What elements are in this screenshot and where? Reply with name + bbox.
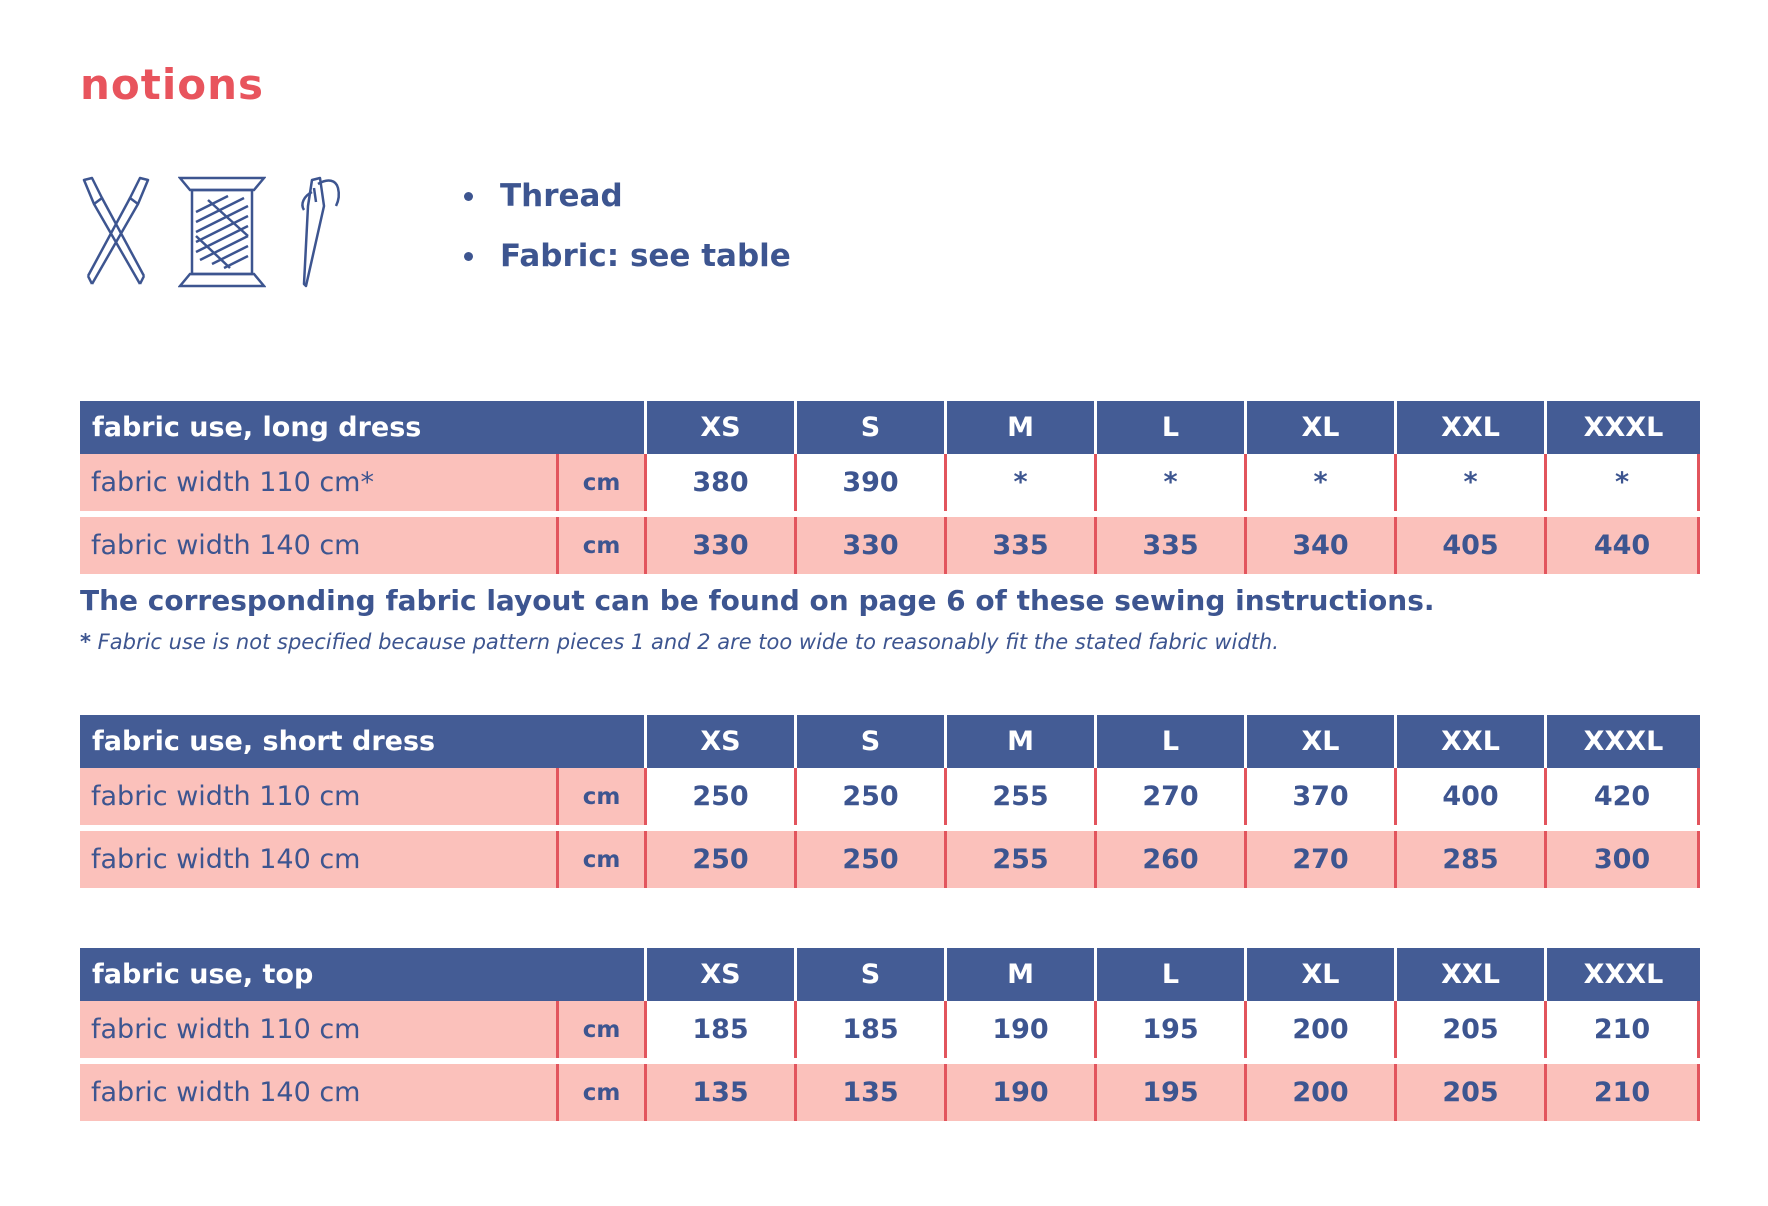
value-cell: 260 (1094, 831, 1244, 888)
value-cell: 335 (1094, 517, 1244, 574)
footnote-asterisk: * (80, 630, 91, 654)
value-cell: 210 (1544, 1001, 1700, 1058)
table-row (80, 454, 1700, 514)
value-cell: 250 (794, 831, 944, 888)
value-cell: 195 (1094, 1064, 1244, 1121)
thread-spool-icon (178, 176, 266, 288)
value-cell: 250 (794, 768, 944, 825)
value-cell: 185 (644, 1001, 794, 1058)
size-header-xs: XS (644, 948, 794, 1001)
table-row (80, 1064, 1700, 1121)
value-cell: 185 (794, 1001, 944, 1058)
value-cell: 340 (1244, 517, 1394, 574)
page-heading: notions (80, 60, 264, 109)
value-cell: 190 (944, 1064, 1094, 1121)
size-header-m: M (944, 715, 1094, 768)
size-header-s: S (794, 401, 944, 454)
table-row (80, 831, 1700, 888)
footnote-text: Fabric use is not specified because pattern pieces 1 and 2 are too wide to reasonably fit the stated fabric width. (97, 630, 1279, 654)
fabric-table (80, 948, 1700, 1121)
size-header-s: S (794, 948, 944, 1001)
row-unit: cm (556, 1001, 644, 1058)
row-unit: cm (556, 831, 644, 888)
size-header-xxxl: XXXL (1544, 715, 1700, 768)
size-header-m: M (944, 948, 1094, 1001)
row-label: fabric width 140 cm (80, 831, 556, 888)
value-cell: * (1244, 454, 1394, 511)
size-header-xs: XS (644, 715, 794, 768)
size-header-l: L (1094, 948, 1244, 1001)
fabric-table (80, 401, 1700, 574)
row-unit: cm (556, 768, 644, 825)
value-cell: 390 (794, 454, 944, 511)
value-cell: 330 (794, 517, 944, 574)
value-cell: 205 (1394, 1064, 1544, 1121)
size-header-m: M (944, 401, 1094, 454)
value-cell: 285 (1394, 831, 1544, 888)
value-cell: 195 (1094, 1001, 1244, 1058)
fabric-table (80, 715, 1700, 888)
notions-list (462, 170, 791, 290)
size-header-xl: XL (1244, 715, 1394, 768)
notion-item-fabric: Fabric: see table (462, 230, 791, 290)
value-cell: 300 (1544, 831, 1700, 888)
value-cell: * (944, 454, 1094, 511)
value-cell: 270 (1244, 831, 1394, 888)
value-cell: 190 (944, 1001, 1094, 1058)
row-label: fabric width 140 cm (80, 517, 556, 574)
size-header-l: L (1094, 715, 1244, 768)
value-cell: 440 (1544, 517, 1700, 574)
table-header-row (80, 401, 1700, 454)
notion-item-thread: Thread (462, 170, 791, 230)
value-cell: 250 (644, 831, 794, 888)
size-header-xxl: XXL (1394, 715, 1544, 768)
value-cell: 330 (644, 517, 794, 574)
value-cell: 255 (944, 768, 1094, 825)
table-title: fabric use, long dress (80, 401, 644, 454)
notions-icons (80, 176, 360, 288)
size-header-xs: XS (644, 401, 794, 454)
value-cell: 270 (1094, 768, 1244, 825)
table-header-row (80, 948, 1700, 1001)
row-label: fabric width 110 cm (80, 1001, 556, 1058)
value-cell: 405 (1394, 517, 1544, 574)
size-header-xl: XL (1244, 948, 1394, 1001)
footnote (80, 630, 1279, 654)
value-cell: 135 (794, 1064, 944, 1121)
scissors-icon (80, 176, 152, 288)
size-header-xxxl: XXXL (1544, 401, 1700, 454)
value-cell: 255 (944, 831, 1094, 888)
row-label: fabric width 140 cm (80, 1064, 556, 1121)
value-cell: 380 (644, 454, 794, 511)
value-cell: 205 (1394, 1001, 1544, 1058)
size-header-xxxl: XXXL (1544, 948, 1700, 1001)
row-label: fabric width 110 cm* (80, 454, 556, 511)
value-cell: 335 (944, 517, 1094, 574)
row-unit: cm (556, 517, 644, 574)
size-header-l: L (1094, 401, 1244, 454)
row-unit: cm (556, 1064, 644, 1121)
table-row (80, 1001, 1700, 1061)
value-cell: 250 (644, 768, 794, 825)
value-cell: 135 (644, 1064, 794, 1121)
value-cell: * (1394, 454, 1544, 511)
value-cell: 200 (1244, 1001, 1394, 1058)
row-label: fabric width 110 cm (80, 768, 556, 825)
value-cell: * (1094, 454, 1244, 511)
row-unit: cm (556, 454, 644, 511)
value-cell: 200 (1244, 1064, 1394, 1121)
size-header-s: S (794, 715, 944, 768)
needle-icon (290, 176, 350, 288)
value-cell: 370 (1244, 768, 1394, 825)
table-title: fabric use, top (80, 948, 644, 1001)
table-header-row (80, 715, 1700, 768)
size-header-xl: XL (1244, 401, 1394, 454)
size-header-xxl: XXL (1394, 948, 1544, 1001)
value-cell: 420 (1544, 768, 1700, 825)
value-cell: * (1544, 454, 1700, 511)
fabric-layout-note: The corresponding fabric layout can be found on page 6 of these sewing instructions. (80, 584, 1435, 617)
table-title: fabric use, short dress (80, 715, 644, 768)
table-row (80, 768, 1700, 828)
value-cell: 400 (1394, 768, 1544, 825)
size-header-xxl: XXL (1394, 401, 1544, 454)
value-cell: 210 (1544, 1064, 1700, 1121)
table-row (80, 517, 1700, 574)
